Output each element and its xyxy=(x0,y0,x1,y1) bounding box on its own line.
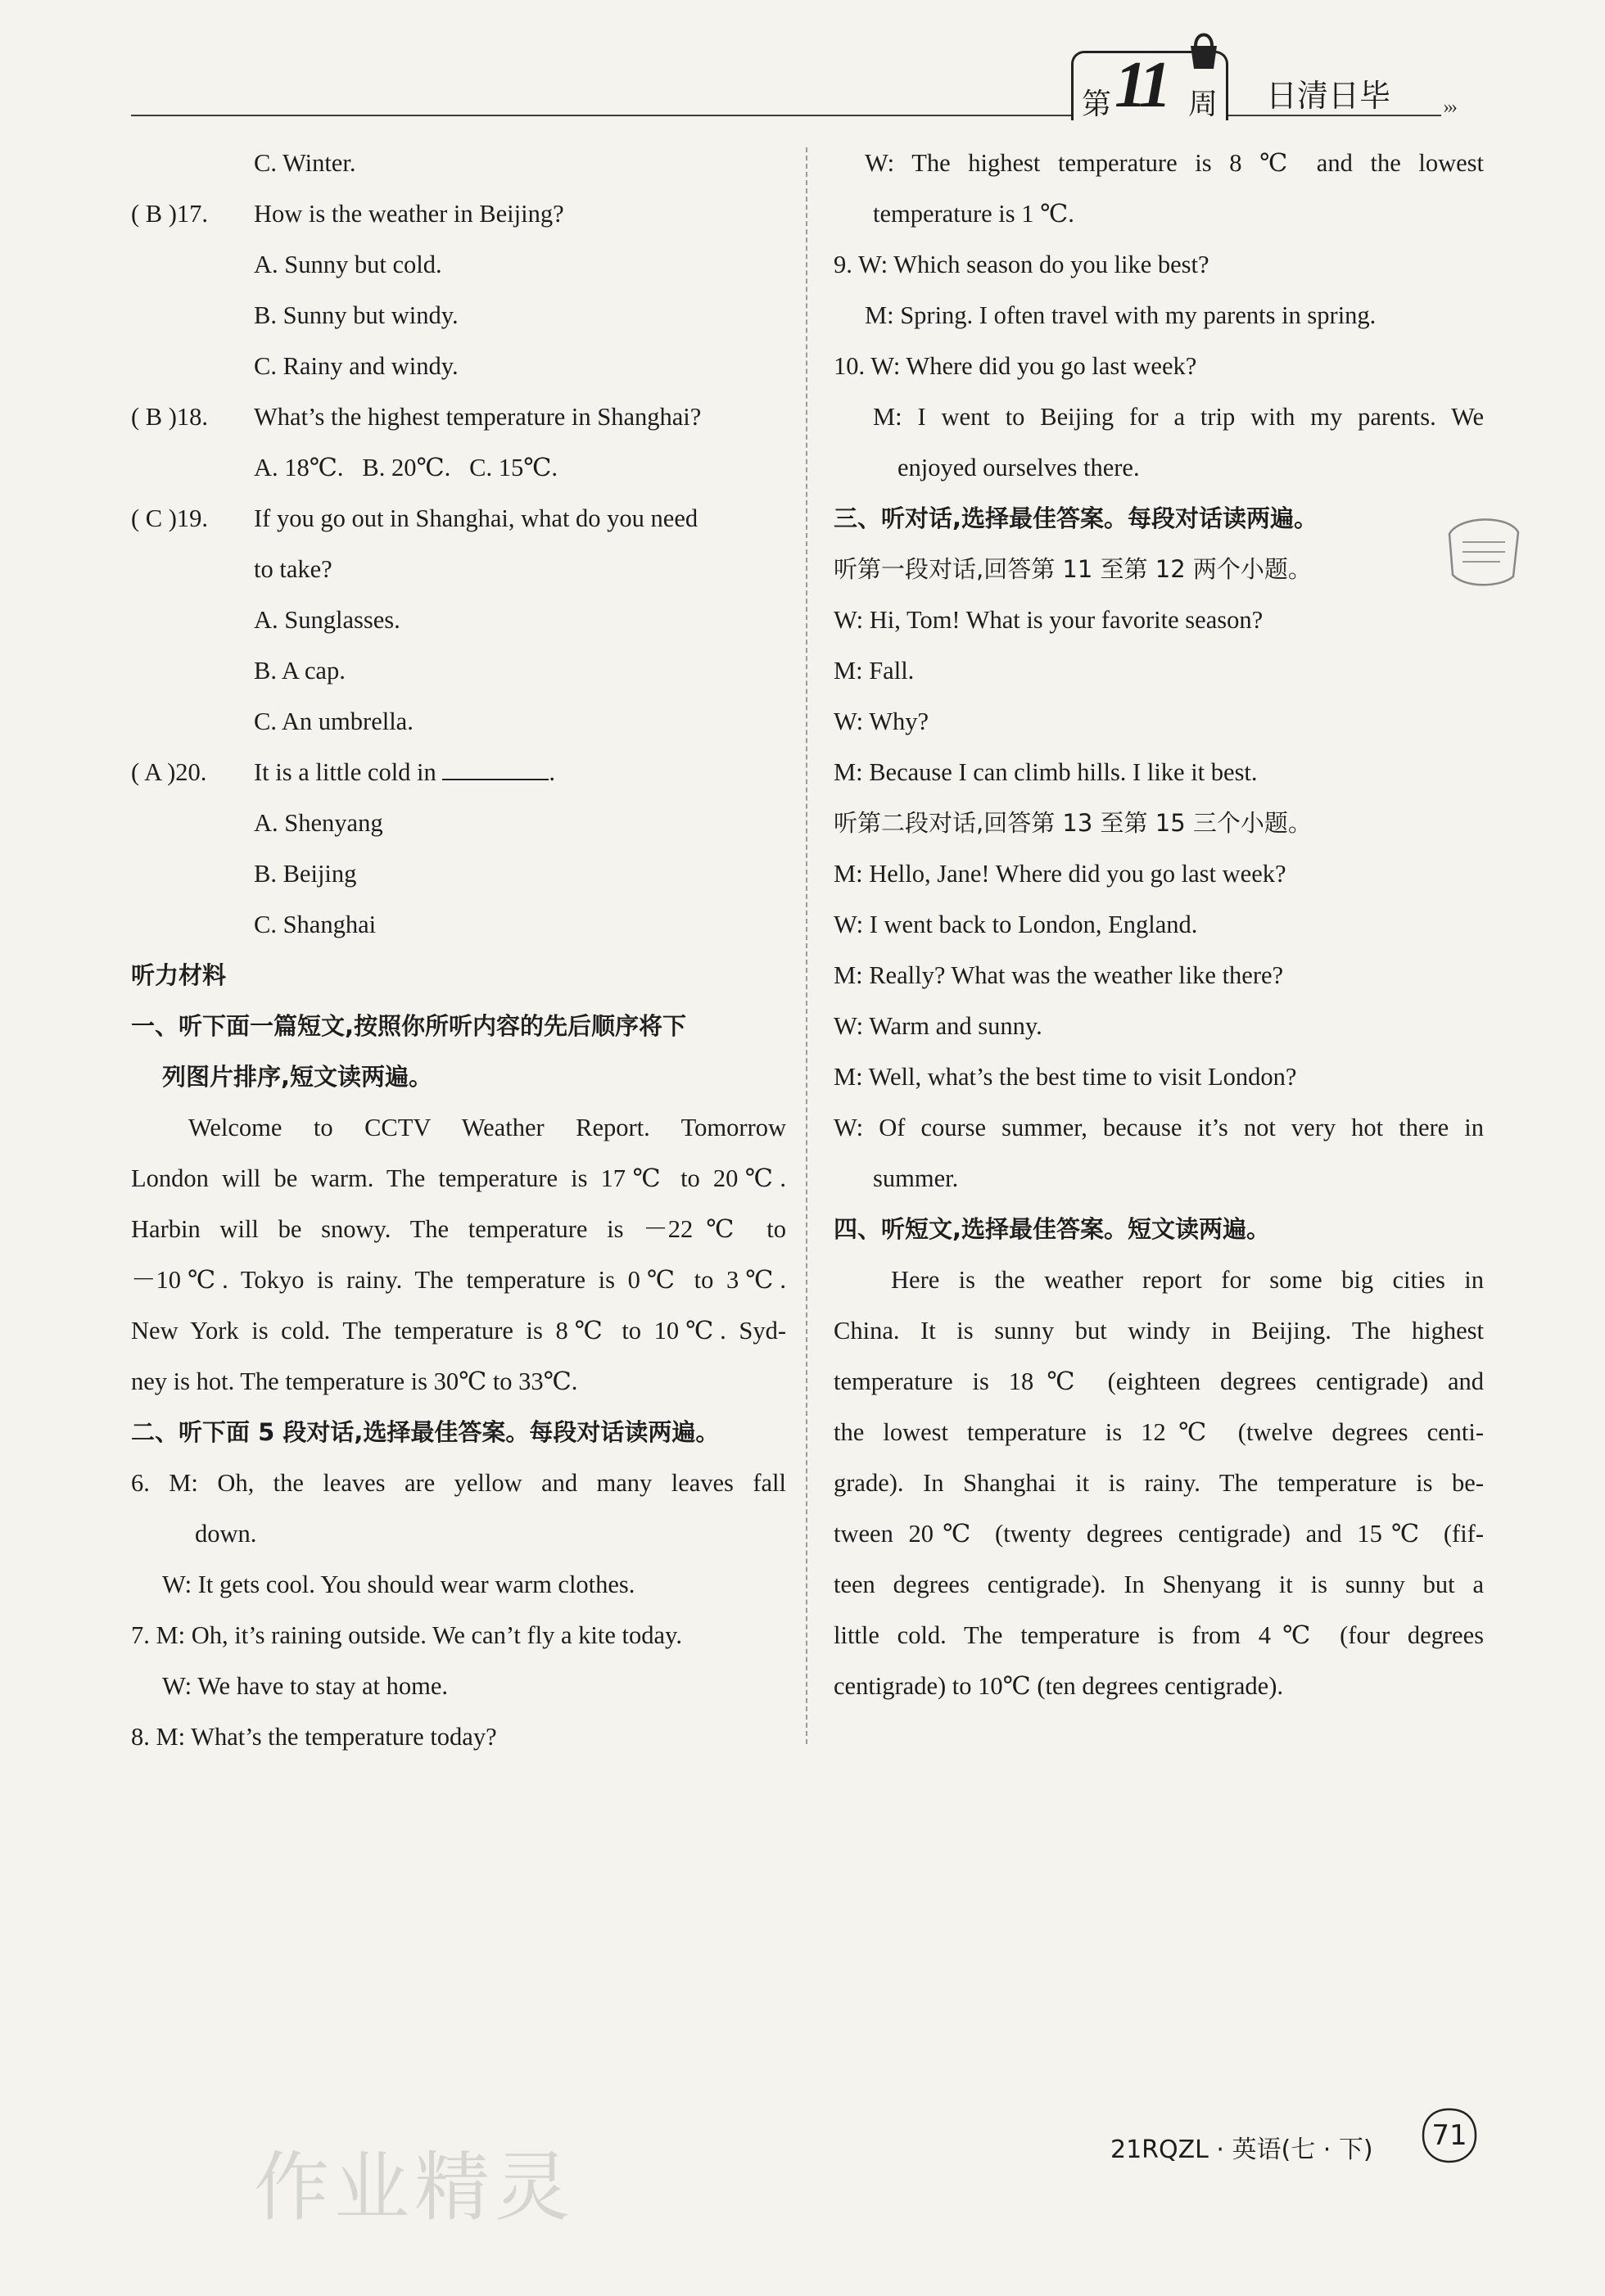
dialogue-line: W: It gets cool. You should wear warm clothes. xyxy=(162,1571,635,1598)
dialogue-line: 6. M: Oh, the leaves are yellow and many leaves fall xyxy=(131,1469,786,1497)
dialogue-line-cont: summer. xyxy=(873,1164,959,1192)
option-text: A. Sunny but cold. xyxy=(254,251,442,278)
option-text: C. Winter. xyxy=(254,149,356,177)
section-2-title: 二、听下面 5 段对话,选择最佳答案。每段对话读两遍。 xyxy=(131,1418,720,1446)
footer-book-code: 21RQZL · 英语(七 · 下) xyxy=(1110,2136,1373,2164)
dialogue-line: 9. W: Which season do you like best? xyxy=(834,251,1209,278)
column-divider xyxy=(806,147,807,1744)
stamp-icon xyxy=(1443,509,1525,591)
dialogue-line: M: Spring. I often travel with my parents in spring. xyxy=(865,301,1377,329)
dialogue-line: 8. M: What’s the temperature today? xyxy=(131,1723,497,1751)
paragraph-line: China. It is sunny but windy in Beijing. The highest xyxy=(834,1317,1484,1345)
section-3-title: 三、听对话,选择最佳答案。每段对话读两遍。 xyxy=(834,504,1318,532)
dialogue-line-cont: enjoyed ourselves there. xyxy=(897,454,1140,481)
question-18 xyxy=(131,391,786,442)
option-text: C. Shanghai xyxy=(254,911,377,938)
question-19 xyxy=(131,493,786,544)
dialogue-line: W: The highest temperature is 8 ℃ and the lowest xyxy=(865,149,1484,177)
option-text: C. An umbrella. xyxy=(254,707,414,735)
dialogue-line: W: Hi, Tom! What is your favorite season? xyxy=(834,606,1264,634)
option-text: A. 18℃. B. 20℃. C. 15℃. xyxy=(254,454,558,481)
paragraph-line: the lowest temperature is 12℃ (twelve degrees centi- xyxy=(834,1418,1484,1446)
answer-blank xyxy=(442,757,549,780)
listening-title: 听力材料 xyxy=(131,961,227,989)
section-3-subtitle: 听第二段对话,回答第 13 至第 15 三个小题。 xyxy=(834,809,1312,837)
right-column xyxy=(834,138,1484,1711)
dialogue-line-cont: down. xyxy=(195,1520,257,1548)
section-4-title: 四、听短文,选择最佳答案。短文读两遍。 xyxy=(834,1215,1271,1243)
section-1-title: 一、听下面一篇短文,按照你所听内容的先后顺序将下 xyxy=(131,1012,687,1040)
dialogue-line-cont: temperature is 1 ℃. xyxy=(873,200,1074,228)
week-suffix: 周 xyxy=(1188,88,1218,121)
paragraph-line: centigrade) to 10℃ (ten degrees centigrade). xyxy=(834,1672,1283,1700)
header-title: 日清日毕 xyxy=(1266,78,1391,114)
answer-number: ( B )17. xyxy=(131,200,209,228)
binder-clip-icon xyxy=(1186,28,1222,70)
question-17 xyxy=(131,188,786,239)
paragraph-line: Harbin will be snowy. The temperature is －22℃ to xyxy=(131,1215,786,1243)
paragraph-line: Here is the weather report for some big cities in xyxy=(891,1266,1484,1294)
answer-number: ( C )19. xyxy=(131,504,209,532)
dialogue-line: 7. M: Oh, it’s raining outside. We can’t fly a kite today. xyxy=(131,1621,682,1649)
paragraph-line: teen degrees centigrade). In Shenyang it is sunny but a xyxy=(834,1571,1484,1598)
header-rule xyxy=(131,115,1441,116)
option-text: B. A cap. xyxy=(254,657,346,685)
watermark: 作业精灵 xyxy=(254,2144,576,2231)
question-text: It is a little cold in xyxy=(254,758,436,786)
question-text: If you go out in Shanghai, what do you need xyxy=(254,504,699,532)
paragraph-line: grade). In Shanghai it is rainy. The temperature is be- xyxy=(834,1469,1484,1497)
paragraph-line: tween 20℃ (twenty degrees centigrade) and 15℃ (fif- xyxy=(834,1520,1484,1548)
dialogue-line: M: Fall. xyxy=(834,657,915,685)
dialogue-line: W: Of course summer, because it’s not very hot there in xyxy=(834,1114,1484,1141)
paragraph-line: little cold. The temperature is from 4℃ (four degrees xyxy=(834,1621,1484,1649)
dialogue-line: M: Because I can climb hills. I like it best. xyxy=(834,758,1258,786)
option-text: C. Rainy and windy. xyxy=(254,352,459,380)
answer-number: ( A )20. xyxy=(131,758,207,786)
page-number: 71 xyxy=(1431,2119,1467,2152)
dialogue-line: M: Really? What was the weather like there? xyxy=(834,961,1284,989)
dialogue-line: W: Warm and sunny. xyxy=(834,1012,1042,1040)
left-column xyxy=(131,138,786,1762)
dialogue-line: M: I went to Beijing for a trip with my parents. We xyxy=(873,403,1484,431)
dialogue-line: W: Why? xyxy=(834,707,929,735)
question-end: . xyxy=(549,758,556,786)
dialogue-line: M: Hello, Jane! Where did you go last week? xyxy=(834,860,1286,888)
dialogue-line: 10. W: Where did you go last week? xyxy=(834,352,1197,380)
header-arrows-icon: ››› xyxy=(1443,97,1455,118)
option-text: A. Shenyang xyxy=(254,809,383,837)
question-text: What’s the highest temperature in Shanghai? xyxy=(254,403,702,431)
section-3-subtitle: 听第一段对话,回答第 11 至第 12 两个小题。 xyxy=(834,555,1312,583)
option-text: A. Sunglasses. xyxy=(254,606,400,634)
option-text: B. Beijing xyxy=(254,860,357,888)
question-text-cont: to take? xyxy=(254,555,332,583)
dialogue-line: M: Well, what’s the best time to visit London? xyxy=(834,1063,1297,1091)
paragraph-line: ney is hot. The temperature is 30℃ to 33℃. xyxy=(131,1367,578,1395)
paragraph-line: Welcome to CCTV Weather Report. Tomorrow xyxy=(188,1114,786,1141)
paragraph-line: temperature is 18℃ (eighteen degrees centigrade) and xyxy=(834,1367,1484,1395)
paragraph-line: London will be warm. The temperature is 17℃ to 20℃. xyxy=(131,1164,786,1192)
week-number: 11 xyxy=(1114,49,1167,121)
paragraph-line: －10℃. Tokyo is rainy. The temperature is 0℃ to 3℃. xyxy=(131,1266,786,1294)
option-text: B. Sunny but windy. xyxy=(254,301,459,329)
question-20 xyxy=(131,747,786,798)
question-text: How is the weather in Beijing? xyxy=(254,200,564,228)
paragraph-line: New York is cold. The temperature is 8℃ to 10℃. Syd- xyxy=(131,1317,786,1345)
dialogue-line: W: I went back to London, England. xyxy=(834,911,1198,938)
answer-number: ( B )18. xyxy=(131,403,209,431)
week-prefix: 第 xyxy=(1082,88,1112,121)
dialogue-line: W: We have to stay at home. xyxy=(162,1672,449,1700)
section-1-title-cont: 列图片排序,短文读两遍。 xyxy=(162,1063,433,1091)
